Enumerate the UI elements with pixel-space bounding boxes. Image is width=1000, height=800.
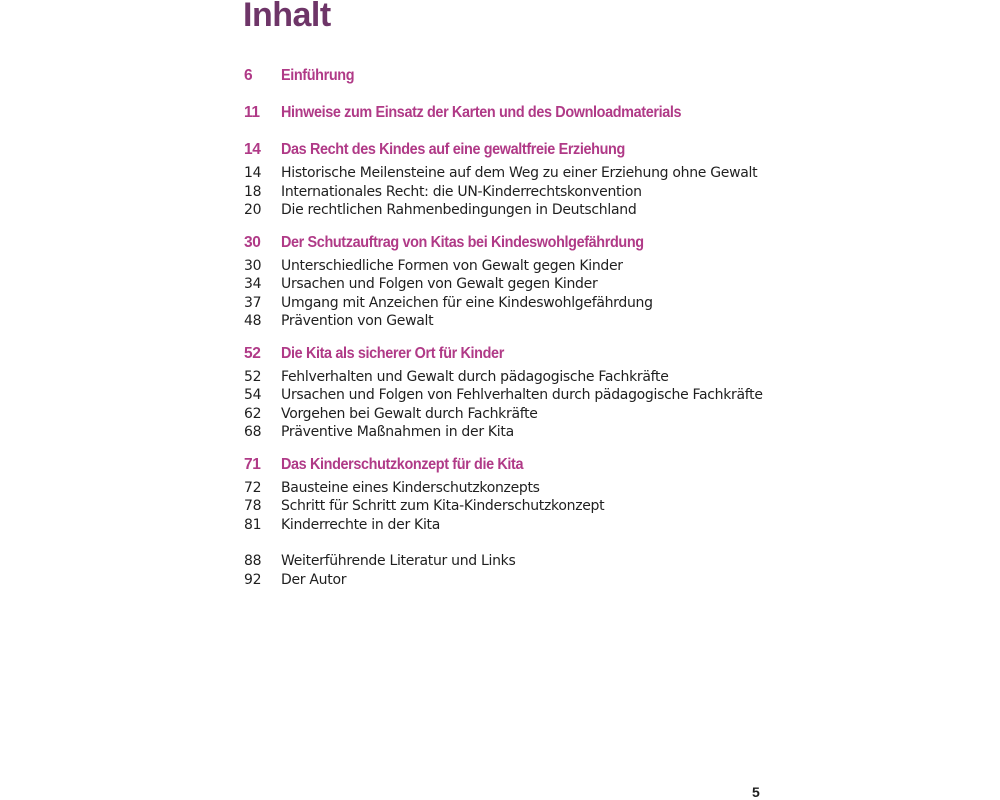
toc-entry[interactable] [244, 386, 784, 405]
toc-page-number: 37 [244, 294, 262, 311]
toc-entry-title: Prävention von Gewalt [281, 313, 434, 329]
toc-entry-title: Vorgehen bei Gewalt durch Fachkräfte [281, 405, 538, 422]
toc-page-number: 14 [244, 141, 261, 158]
toc-heading-title: Einführung [281, 67, 355, 84]
toc-entry-title: Ursachen und Folgen von Fehlverhalten durch pädagogische Fachkräfte [281, 387, 763, 403]
toc-heading-title: Der Schutzauftrag von Kitas bei Kindeswohlgefährdung [281, 233, 644, 251]
page-number: 5 [752, 784, 760, 800]
toc-entry[interactable] [244, 479, 784, 498]
toc-heading-title: Die Kita als sicherer Ort für Kinder [281, 344, 504, 362]
toc-entry[interactable] [244, 516, 784, 535]
toc-entry[interactable] [244, 405, 784, 424]
toc-heading[interactable] [244, 101, 784, 125]
toc-entry[interactable] [244, 497, 784, 516]
toc-page-number: 52 [244, 344, 261, 362]
toc-entry[interactable] [244, 294, 784, 313]
toc-heading-title: Das Recht des Kindes auf eine gewaltfreie Erziehung [281, 141, 625, 158]
toc-page-number: 30 [244, 233, 261, 251]
toc-page-number: 54 [244, 387, 262, 403]
toc-entry[interactable] [244, 312, 784, 331]
table-of-contents [244, 64, 784, 589]
toc-heading[interactable] [244, 342, 784, 366]
toc-page-number: 52 [244, 368, 262, 385]
toc-extras [244, 552, 784, 589]
toc-entry-title: Schritt für Schritt zum Kita-Kinderschutzkonzept [281, 498, 605, 514]
toc-section [244, 342, 784, 442]
toc-entry-title: Kinderrechte in der Kita [281, 516, 440, 533]
toc-entry[interactable] [244, 571, 784, 590]
toc-page-number: 88 [244, 553, 262, 569]
toc-entry-title: Die rechtlichen Rahmenbedingungen in Deutschland [281, 202, 637, 218]
toc-page-number: 48 [244, 313, 262, 329]
toc-entry-title: Umgang mit Anzeichen für eine Kindeswohlgefährdung [281, 294, 653, 311]
toc-page-number: 14 [244, 165, 262, 181]
toc-entry[interactable] [244, 275, 784, 294]
toc-entry[interactable] [244, 552, 784, 571]
toc-section [244, 64, 784, 88]
toc-page-number: 6 [244, 67, 253, 84]
toc-heading[interactable] [244, 231, 784, 255]
toc-page-number: 68 [244, 424, 262, 440]
toc-entry[interactable] [244, 201, 784, 220]
toc-entry[interactable] [244, 423, 784, 442]
toc-heading[interactable] [244, 138, 784, 162]
toc-page-number: 71 [244, 455, 261, 473]
toc-section [244, 138, 784, 220]
toc-entry-title: Ursachen und Folgen von Gewalt gegen Kinder [281, 276, 598, 292]
toc-entry-title: Internationales Recht: die UN-Kinderrechtskonvention [281, 183, 642, 200]
toc-entry-title: Präventive Maßnahmen in der Kita [281, 424, 514, 440]
toc-page-number: 92 [244, 571, 262, 588]
toc-entry[interactable] [244, 257, 784, 276]
toc-entry[interactable] [244, 164, 784, 183]
toc-section [244, 231, 784, 331]
toc-entry-title: Fehlverhalten und Gewalt durch pädagogische Fachkräfte [281, 368, 669, 385]
toc-entry-title: Weiterführende Literatur und Links [281, 553, 516, 569]
toc-heading-title: Hinweise zum Einsatz der Karten und des Downloadmaterials [281, 104, 682, 121]
toc-entry[interactable] [244, 183, 784, 202]
toc-page-number: 81 [244, 516, 262, 533]
toc-page-number: 72 [244, 479, 262, 496]
toc-entry-title: Bausteine eines Kinderschutzkonzepts [281, 479, 540, 496]
toc-section [244, 453, 784, 535]
toc-heading-title: Das Kinderschutzkonzept für die Kita [281, 455, 524, 473]
toc-page-number: 62 [244, 405, 262, 422]
toc-entry-title: Unterschiedliche Formen von Gewalt gegen Kinder [281, 257, 623, 274]
toc-heading[interactable] [244, 453, 784, 477]
toc-entry-title: Der Autor [281, 571, 347, 588]
toc-section [244, 101, 784, 125]
page-title: Inhalt [243, 0, 331, 34]
toc-page-number: 30 [244, 257, 262, 274]
toc-page-number: 18 [244, 183, 262, 200]
toc-page-number: 20 [244, 202, 262, 218]
toc-heading[interactable] [244, 64, 784, 88]
toc-page-number: 34 [244, 276, 262, 292]
toc-entry[interactable] [244, 368, 784, 387]
toc-page-number: 11 [244, 104, 260, 121]
toc-entry-title: Historische Meilensteine auf dem Weg zu einer Erziehung ohne Gewalt [281, 165, 758, 181]
toc-page-number: 78 [244, 498, 262, 514]
